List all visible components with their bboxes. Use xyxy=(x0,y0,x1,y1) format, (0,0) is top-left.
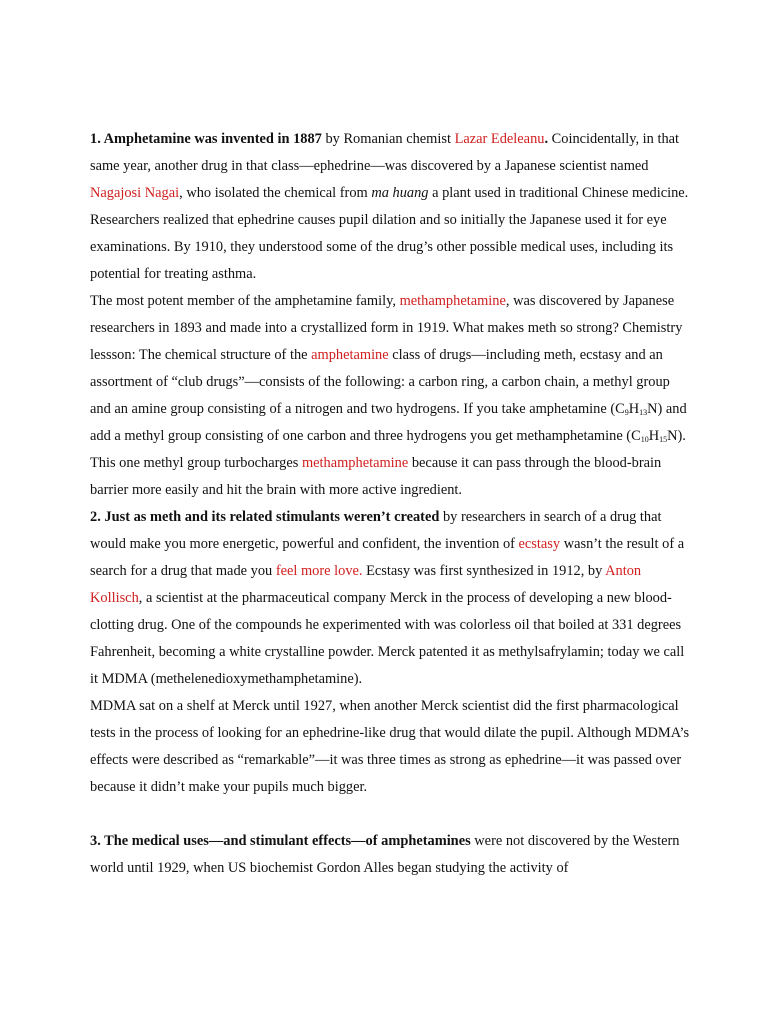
link-lazar-edeleanu[interactable]: Lazar Edeleanu xyxy=(454,131,545,147)
link-methamphetamine-2[interactable]: methamphetamine xyxy=(301,455,409,471)
link-ecstasy[interactable]: ecstasy xyxy=(518,536,561,552)
italic-ma-huang: ma huang xyxy=(371,185,429,201)
paragraph-spacer xyxy=(90,801,690,828)
text-run: a plant used in traditional Chinese medicine. Researchers realized that ephedrine causes pupil dilation and so initially the Japanese used it for eye examinations. By 1910, they understood some of the drug’s other possible medical uses, including its potential for treating asthma. xyxy=(90,185,689,282)
formula-subscript: 15 xyxy=(659,435,668,444)
fact-2-heading: 2. Just as meth and its related stimulants weren’t created xyxy=(90,509,440,525)
paragraph-4: MDMA sat on a shelf at Merck until 1927, when another Merck scientist did the first pharmacological tests in the process of looking for an ephedrine-like drug that would dilate the pupil. Although MDMA’s effects were described as “remarkable”—it was three times as strong as ephedrine—it was passed over because it didn’t make your pupils much bigger. xyxy=(90,698,690,795)
paragraph-3 xyxy=(90,504,690,693)
fact-3-heading: 3. The medical uses—and stimulant effects—of amphetamines xyxy=(90,833,471,849)
text-run: H xyxy=(628,401,640,417)
text-run: because it can pass through the blood-brain barrier more easily and hit the brain with more active ingredient. xyxy=(90,455,662,498)
text-run: The most potent member of the amphetamine family, xyxy=(90,293,400,309)
text-run: , a scientist at the pharmaceutical company Merck in the process of developing a new blood-clotting drug. One of the compounds he experimented with was colorless oil that boiled at 331 degrees Fahrenheit, becoming a white crystalline powder. Merck patented it as methylsafrylamin; today we call it MDMA (methelenedioxymethamphetamine). xyxy=(90,590,685,687)
text-run: wasn’t the result of a search for a drug that made you xyxy=(90,536,685,579)
text-run: Coincidentally, in that same year, another drug in that class—ephedrine—was discovered by a Japanese scientist named xyxy=(90,131,680,174)
formula-subscript: 13 xyxy=(639,408,648,417)
paragraph-2 xyxy=(90,288,690,504)
formula-subscript: 10 xyxy=(640,435,649,444)
link-feel-more-love[interactable]: feel more love. xyxy=(275,563,363,579)
paragraph-5 xyxy=(90,828,690,882)
text-run: were not discovered by the Western world until 1929, when US biochemist Gordon Alles began studying the activity of xyxy=(90,833,680,876)
document-body xyxy=(90,126,690,882)
fact-1-heading: 1. Amphetamine was invented in 1887 xyxy=(90,131,322,147)
text-run: class of drugs—including meth, ecstasy and an assortment of “club drugs”—consists of the following: a carbon ring, a carbon chain, a methyl group and an amine group consisting of a nitrogen and two hydrogens. If you take amphetamine (C xyxy=(90,347,670,417)
link-anton-kollisch[interactable]: Anton Kollisch xyxy=(90,563,642,606)
text-run: H xyxy=(648,428,660,444)
text-run: N) and add a methyl group consisting of one carbon and three hydrogens you get methamphetamine (C xyxy=(90,401,687,444)
text-run: . xyxy=(544,131,549,147)
link-amphetamine[interactable]: amphetamine xyxy=(311,347,389,363)
text-run: Ecstasy was first synthesized in 1912, by xyxy=(362,563,606,579)
text-run: , was discovered by Japanese researchers in 1893 and made into a crystallized form in 1919. What makes meth so strong? Chemistry lessson: The chemical structure of the xyxy=(90,293,683,363)
text-run: N). This one methyl group turbocharges xyxy=(90,428,686,471)
link-methamphetamine[interactable]: methamphetamine xyxy=(399,293,506,309)
link-nagajosi-nagai[interactable]: Nagajosi Nagai xyxy=(90,185,180,201)
text-run: , who isolated the chemical from xyxy=(179,185,372,201)
text-run: by researchers in search of a drug that would make you more energetic, powerful and confident, the invention of xyxy=(90,509,662,552)
text-run: by Romanian chemist xyxy=(321,131,455,147)
formula-subscript: 9 xyxy=(624,408,629,417)
paragraph-1 xyxy=(90,126,690,288)
